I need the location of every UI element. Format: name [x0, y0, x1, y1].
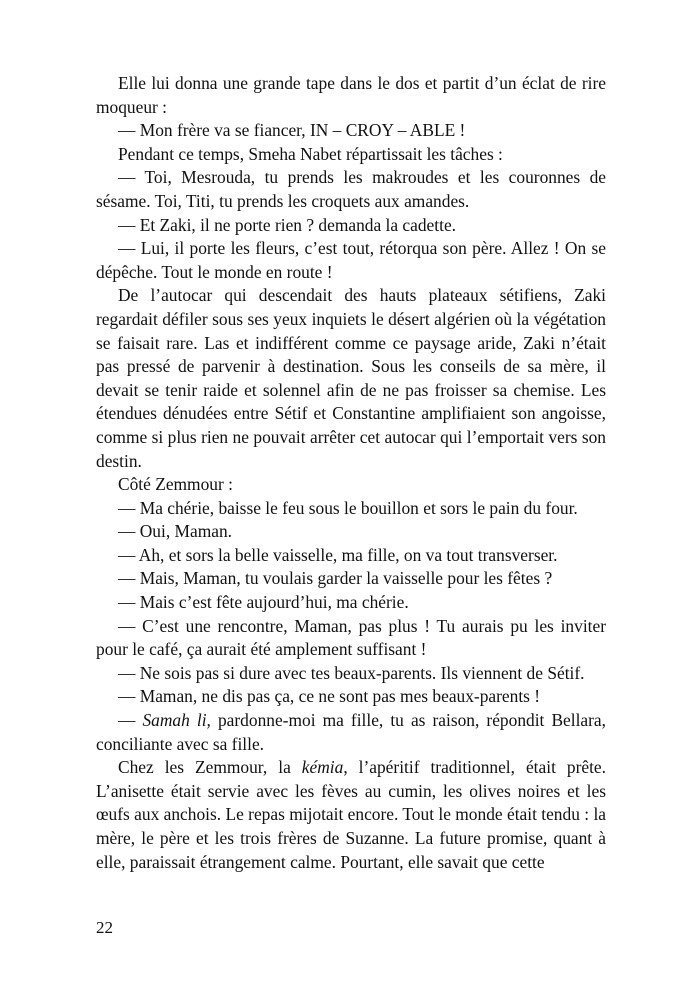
page-body	[96, 72, 606, 874]
dialogue-dash: —	[118, 710, 143, 731]
paragraph: Elle lui donna une grande tape dans le dos et partit d’un éclat de rire moqueur :	[96, 73, 606, 117]
dialogue-line: — Ma chérie, baisse le feu sous le bouillon et sors le pain du four.	[118, 497, 578, 518]
dialogue-line	[96, 709, 606, 756]
dialogue-line: — Mais, Maman, tu voulais garder la vaisselle pour les fêtes ?	[118, 568, 553, 589]
dialogue-line: — Ah, et sors la belle vaisselle, ma fille, on va tout transverser.	[118, 544, 558, 565]
paragraph-start: Chez les Zemmour, la	[118, 757, 302, 778]
dialogue-line: — C’est une rencontre, Maman, pas plus ! Tu aurais pu les inviter pour le café, ça aurait été amplement suffisant !	[96, 615, 606, 660]
page-number: 22	[96, 918, 113, 937]
dialogue-line: — Maman, ne dis pas ça, ce ne sont pas mes beaux-parents !	[118, 686, 541, 707]
italic-term: kémia	[301, 757, 344, 778]
italic-phrase: Samah li,	[142, 710, 211, 731]
dialogue-line: — Et Zaki, il ne porte rien ? demanda la cadette.	[118, 214, 457, 235]
paragraph-rest: , l’apéritif traditionnel, était prête. L’anisette était servie avec les fèves au cumin, les olives noires et les œufs aux anchois. Le repas mijotait encore. Tout le monde était tendu : la mère, le père et les trois frères de Suzanne. La future promise, quant à elle, paraissait étrangement calme. Pourtant, elle savait que cette	[96, 757, 606, 872]
paragraph: Pendant ce temps, Smeha Nabet répartissait les tâches :	[118, 143, 503, 164]
dialogue-line: — Lui, il porte les fleurs, c’est tout, rétorqua son père. Allez ! On se dépêche. Tout le monde en route !	[96, 238, 606, 282]
paragraph	[96, 756, 606, 874]
dialogue-line: — Mais c’est fête aujourd’hui, ma chérie.	[118, 592, 409, 613]
paragraph-rest: pardonne-moi ma fille, tu as raison, répondit Bellara, conciliante avec sa fille.	[96, 710, 606, 754]
dialogue-line: — Mon frère va se fiancer, IN – CROY – ABLE !	[118, 120, 466, 141]
dialogue-line: — Ne sois pas si dure avec tes beaux-parents. Ils viennent de Sétif.	[118, 662, 585, 683]
paragraph: De l’autocar qui descendait des hauts plateaux sétifiens, Zaki regardait défiler sous ses yeux inquiets le désert algérien où la végétation se faisait rare. Las et indifférent comme ce paysage aride, Zaki n’était pas pressé de parvenir à destination. Sous les conseils de sa mère, il devait se tenir raide et solennel afin de ne pas froisser sa chemise. Les étendues dénudées entre Sétif et Constantine amplifiaient son angoisse, comme si plus rien ne pouvait arrêter cet autocar qui l’emportait vers son destin.	[96, 285, 606, 471]
dialogue-line: — Toi, Mesrouda, tu prends les makroudes et les couronnes de sésame. Toi, Titi, tu prends les croquets aux amandes.	[96, 167, 606, 211]
dialogue-line: — Oui, Maman.	[118, 521, 232, 542]
paragraph: Côté Zemmour :	[118, 474, 233, 495]
